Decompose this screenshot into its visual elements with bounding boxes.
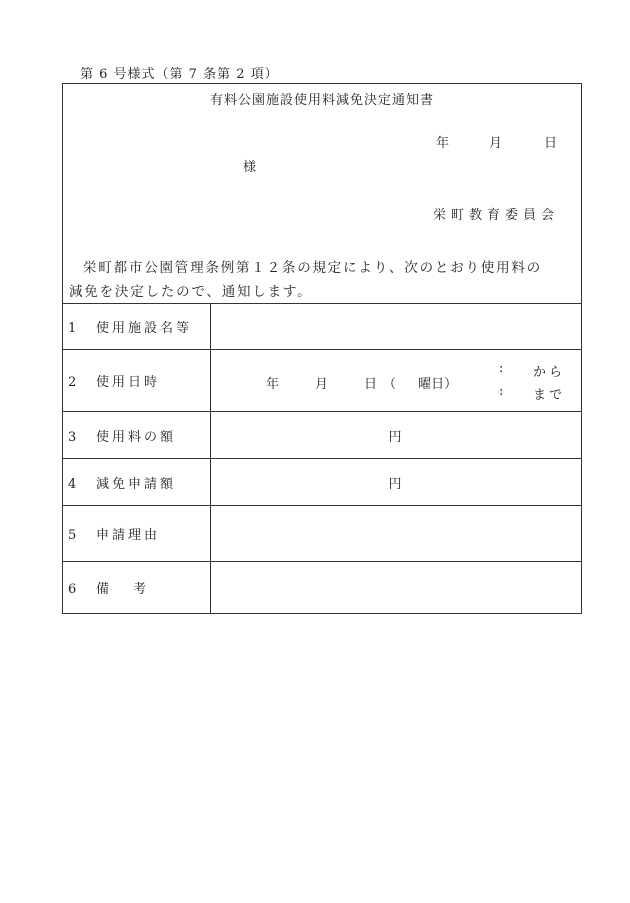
- row-number: 3: [68, 429, 77, 445]
- date-year-label: 年: [435, 136, 449, 151]
- row-number: 5: [68, 528, 77, 543]
- usage-year-label: 年: [266, 377, 280, 392]
- table-row: [63, 506, 582, 562]
- body-line-1: 栄町都市公園管理条例第１２条の規定により、次のとおり使用料の: [83, 260, 542, 276]
- remarks-field[interactable]: [211, 562, 582, 614]
- row-number: 6: [68, 582, 77, 597]
- facility-name-field[interactable]: [211, 304, 582, 350]
- row-label-fee: [63, 412, 211, 459]
- weekday-label: 曜日）: [418, 377, 458, 392]
- row-label: 申請理由: [96, 528, 161, 543]
- usage-fee-field[interactable]: 円: [211, 412, 582, 459]
- start-time-suffix: から: [532, 365, 565, 380]
- issuer-name: 栄町教育委員会: [432, 208, 559, 223]
- row-label: 備考: [96, 582, 171, 597]
- table-row: [63, 562, 582, 614]
- end-time-suffix: まで: [532, 388, 565, 403]
- usage-date: [266, 373, 457, 392]
- row-number: 1: [68, 321, 77, 336]
- notice-body: [69, 256, 575, 304]
- date-day-label: 日: [543, 136, 557, 151]
- start-time-colon: :: [499, 361, 504, 376]
- end-time-colon: :: [499, 384, 504, 399]
- row-number: 2: [68, 375, 77, 390]
- addressee-honorific: 様: [243, 160, 257, 175]
- weekday-open-paren: （: [383, 377, 397, 392]
- row-label: 使用日時: [96, 375, 161, 390]
- row-label-facility: [63, 304, 211, 350]
- body-line-2: 減免を決定したので、通知します。: [69, 284, 313, 300]
- usage-day-label: 日: [364, 377, 378, 392]
- row-label-reason: [63, 506, 211, 562]
- document-title: 有料公園施設使用料減免決定通知書: [209, 93, 434, 108]
- form-number: 第 6 号様式（第 7 条第 2 項）: [80, 67, 279, 82]
- row-label: 使用施設名等: [96, 321, 193, 336]
- row-label: 使用料の額: [96, 429, 177, 445]
- row-label-datetime: [63, 350, 211, 412]
- date-month-label: 月: [488, 136, 502, 151]
- issue-date: [436, 132, 557, 151]
- row-label: 減免申請額: [96, 476, 177, 492]
- row-label-remarks: [63, 562, 211, 614]
- table-row: [63, 350, 582, 412]
- table-row: [63, 412, 582, 459]
- table-row: [63, 459, 582, 506]
- exemption-amount-field[interactable]: 円: [211, 459, 582, 506]
- application-reason-field[interactable]: [211, 506, 582, 562]
- usage-datetime-field[interactable]: [211, 350, 582, 412]
- details-table: [62, 303, 582, 614]
- row-label-exemption: [63, 459, 211, 506]
- usage-month-label: 月: [315, 377, 329, 392]
- row-number: 4: [68, 476, 77, 492]
- table-row: [63, 304, 582, 350]
- notice-header: [62, 83, 582, 303]
